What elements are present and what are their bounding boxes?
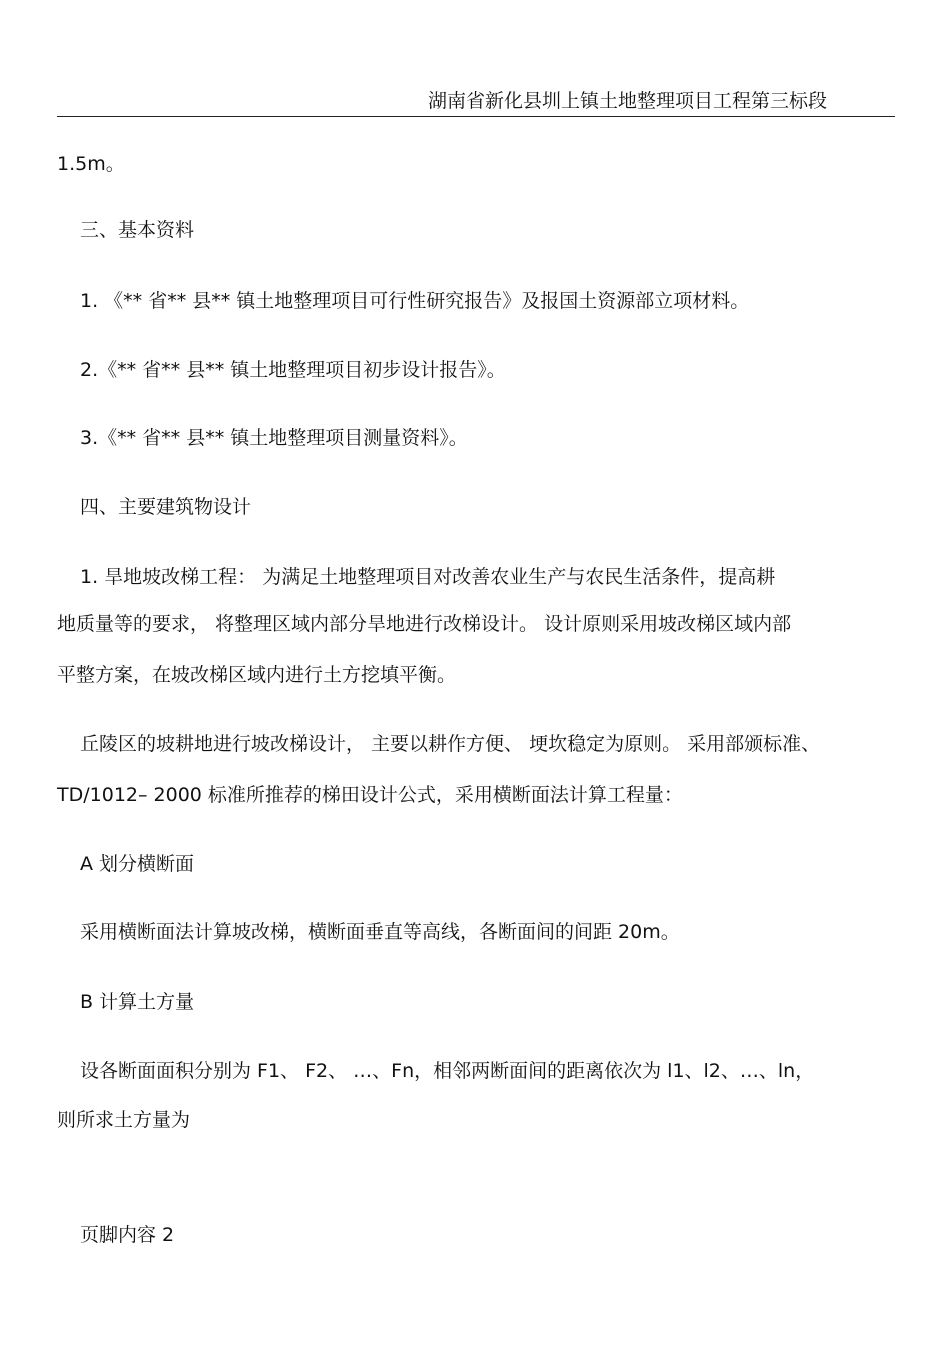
text-line: 平整方案，在坡改梯区域内进行土方挖填平衡。 — [57, 664, 457, 686]
list-item: 1. 《** 省** 县** 镇土地整理项目可行性研究报告》及报国土资源部立项材料。 — [80, 290, 750, 312]
sub-heading: A 划分横断面 — [80, 853, 195, 875]
text-line: 采用横断面法计算坡改梯，横断面垂直等高线，各断面间的间距 20m。 — [80, 921, 680, 943]
section-heading: 三、基本资料 — [80, 219, 195, 241]
text-line: TD/1012– 2000 标准所推荐的梯田设计公式，采用横断面法计算工程量： — [57, 784, 683, 806]
text-line: 设各断面面积分别为 F1、 F2、 …、Fn，相邻两断面间的距离依次为 l1、l2、…、ln， — [80, 1060, 815, 1082]
footer-text: 页脚内容 2 — [80, 1224, 175, 1246]
sub-heading: B 计算土方量 — [80, 991, 195, 1013]
text-line: 1.5m。 — [57, 153, 125, 175]
text-line: 地质量等的要求， 将整理区域内部分旱地进行改梯设计。 设计原则采用坡改梯区域内部 — [57, 613, 792, 635]
header-rule — [57, 116, 895, 117]
list-item: 2.《** 省** 县** 镇土地整理项目初步设计报告》。 — [80, 359, 506, 381]
list-item: 3.《** 省** 县** 镇土地整理项目测量资料》。 — [80, 427, 468, 449]
text-line: 丘陵区的坡耕地进行坡改梯设计， 主要以耕作方便、 埂坎稳定为原则。 采用部颁标准、 — [80, 733, 821, 755]
section-heading: 四、主要建筑物设计 — [80, 496, 252, 518]
header-title: 湖南省新化县圳上镇土地整理项目工程第三标段 — [428, 90, 828, 112]
text-line: 1. 旱地坡改梯工程： 为满足土地整理项目对改善农业生产与农民生活条件，提高耕 — [80, 566, 776, 588]
text-line: 则所求土方量为 — [57, 1109, 191, 1131]
